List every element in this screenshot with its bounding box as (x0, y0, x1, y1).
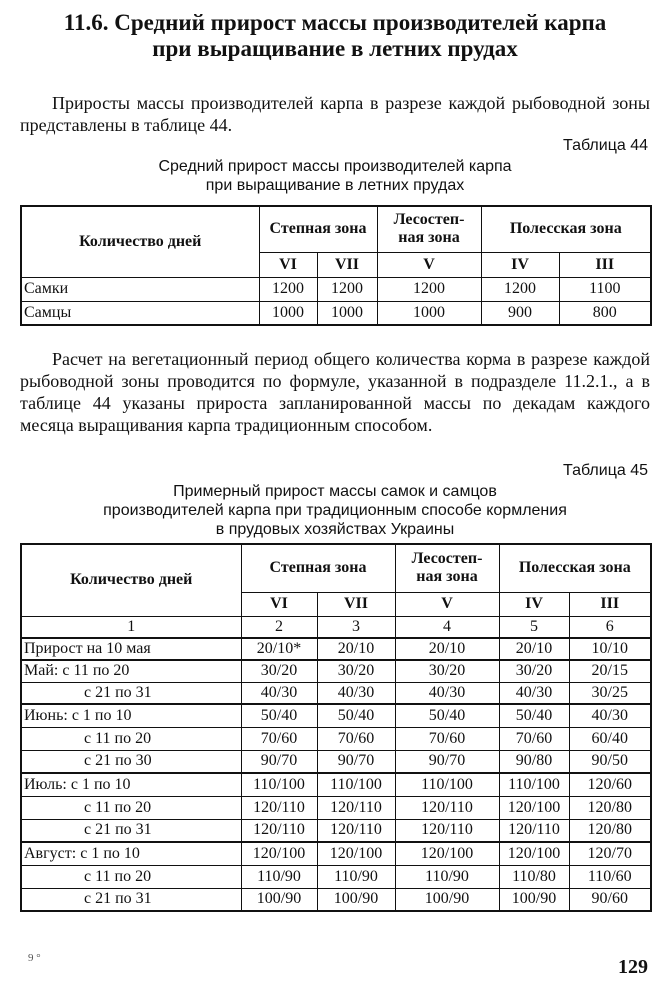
intro-paragraph: Приросты массы производителей карпа в разрезе каждой рыбоводной зоны представлены в таблице 44. (20, 93, 650, 135)
section-heading (20, 10, 650, 62)
col-header-polesie: Полесская зона (481, 206, 651, 252)
cell: 110/100 (241, 773, 317, 796)
col-header-days: Количество дней (21, 206, 259, 277)
page-number: 129 (618, 956, 648, 978)
cell: 50/40 (499, 704, 569, 727)
cell: 120/100 (499, 796, 569, 819)
row-label-text: с 21 по 31 (84, 890, 152, 908)
cell: 20/15 (569, 660, 651, 682)
cell: 120/80 (569, 819, 651, 842)
table-44 (20, 205, 652, 326)
cell: 800 (559, 301, 651, 325)
table-row (21, 727, 651, 750)
cell: 90/80 (499, 750, 569, 773)
cell: 1000 (317, 301, 377, 325)
cell: 90/70 (241, 750, 317, 773)
cell: 120/110 (241, 819, 317, 842)
cell: 110/90 (317, 865, 395, 888)
cell: 40/30 (395, 682, 499, 704)
cell: 60/40 (569, 727, 651, 750)
col-header-days: Количество дней (21, 544, 241, 616)
month-header: VII (317, 592, 395, 616)
row-label (21, 865, 241, 888)
row-label (21, 750, 241, 773)
month-header: V (395, 592, 499, 616)
cell: 90/70 (317, 750, 395, 773)
table-45 (20, 543, 652, 912)
cell: 110/90 (395, 865, 499, 888)
cell: 1000 (377, 301, 481, 325)
cell: 100/90 (499, 888, 569, 911)
cell: 70/60 (241, 727, 317, 750)
col-header-forest-steppe (377, 206, 481, 252)
column-number: 6 (569, 616, 651, 638)
month-header: IV (481, 252, 559, 277)
cell: 120/110 (395, 796, 499, 819)
col-header-forest-steppe (395, 544, 499, 592)
cell: 70/60 (395, 727, 499, 750)
cell: 1100 (559, 277, 651, 301)
row-label: Самки (21, 277, 259, 301)
column-number: 1 (21, 616, 241, 638)
row-label-text: с 11 по 20 (84, 729, 152, 747)
table-row (21, 277, 651, 301)
table-row (21, 704, 651, 727)
cell: 120/110 (395, 819, 499, 842)
table-row (21, 750, 651, 773)
table-row (21, 301, 651, 325)
row-label (21, 888, 241, 911)
column-number: 2 (241, 616, 317, 638)
cell: 70/60 (499, 727, 569, 750)
cell: 120/110 (317, 819, 395, 842)
cell: 120/100 (241, 842, 317, 865)
column-number: 5 (499, 616, 569, 638)
cell: 120/60 (569, 773, 651, 796)
row-label: Прирост на 10 мая (21, 638, 241, 660)
month-header: III (569, 592, 651, 616)
cell: 30/20 (499, 660, 569, 682)
table-row (21, 638, 651, 660)
table-row (21, 682, 651, 704)
cell: 120/100 (317, 842, 395, 865)
table44-caption-line2: при выращивание в летних прудах (205, 177, 465, 194)
table-row (21, 865, 651, 888)
table45-caption-line2: производителей карпа при традиционным способе кормления (103, 502, 567, 519)
table-row (21, 842, 651, 865)
cell: 120/100 (395, 842, 499, 865)
month-header: III (559, 252, 651, 277)
table45-caption-line3: в прудовых хозяйствах Украины (215, 521, 455, 538)
forest-steppe-line1: Лесостеп- (411, 550, 483, 568)
cell: 100/90 (317, 888, 395, 911)
cell: 30/25 (569, 682, 651, 704)
cell: 120/110 (499, 819, 569, 842)
table45-caption (20, 482, 650, 539)
cell: 40/30 (241, 682, 317, 704)
cell: 20/10 (317, 638, 395, 660)
cell: 30/20 (317, 660, 395, 682)
cell: 1000 (259, 301, 317, 325)
table-row (21, 819, 651, 842)
cell: 90/50 (569, 750, 651, 773)
cell: 30/20 (241, 660, 317, 682)
month-header: VII (317, 252, 377, 277)
cell: 50/40 (241, 704, 317, 727)
col-header-steppe: Степная зона (259, 206, 377, 252)
table45-label: Таблица 45 (563, 462, 648, 479)
method-paragraph: Расчет на вегетационный период общего количества корма в разрезе каждой рыбоводной зоны проводится по формуле, указанной в подразделе 11.2.1., а в таблице 44 указаны прироста запланированной массы по декадам каждого месяца выращивания карпа традиционным способом. (20, 349, 650, 435)
cell: 10/10 (569, 638, 651, 660)
table44-label: Таблица 44 (563, 137, 648, 154)
section-heading-line2: при выращивание в летних прудах (152, 36, 518, 61)
row-label: Самцы (21, 301, 259, 325)
cell: 120/80 (569, 796, 651, 819)
cell: 120/70 (569, 842, 651, 865)
table-row (21, 888, 651, 911)
cell: 120/110 (241, 796, 317, 819)
col-header-steppe: Степная зона (241, 544, 395, 592)
forest-steppe-line2: ная зона (398, 229, 460, 247)
cell: 1200 (317, 277, 377, 301)
row-label-text: с 11 по 20 (84, 867, 152, 885)
cell: 1200 (377, 277, 481, 301)
cell: 100/90 (395, 888, 499, 911)
signature-mark: 9 ° (28, 952, 41, 964)
cell: 20/10 (395, 638, 499, 660)
month-header: VI (259, 252, 317, 277)
row-label (21, 682, 241, 704)
cell: 110/60 (569, 865, 651, 888)
cell: 50/40 (317, 704, 395, 727)
section-heading-line1: 11.6. Средний прирост массы производителей карпа (63, 10, 607, 35)
cell: 1200 (481, 277, 559, 301)
row-label: Август: с 1 по 10 (21, 842, 241, 865)
row-label-text: с 11 по 20 (84, 798, 152, 816)
cell: 90/60 (569, 888, 651, 911)
row-label (21, 727, 241, 750)
cell: 40/30 (499, 682, 569, 704)
row-label-text: с 21 по 31 (84, 821, 152, 839)
row-label (21, 796, 241, 819)
cell: 50/40 (395, 704, 499, 727)
cell: 70/60 (317, 727, 395, 750)
cell: 20/10* (241, 638, 317, 660)
column-number: 4 (395, 616, 499, 638)
column-number: 3 (317, 616, 395, 638)
month-header: VI (241, 592, 317, 616)
table-row (21, 773, 651, 796)
cell: 100/90 (241, 888, 317, 911)
cell: 110/80 (499, 865, 569, 888)
cell: 110/100 (395, 773, 499, 796)
cell: 900 (481, 301, 559, 325)
table44-caption (20, 157, 650, 195)
month-header: IV (499, 592, 569, 616)
table-row (21, 796, 651, 819)
row-label: Май: с 11 по 20 (21, 660, 241, 682)
cell: 40/30 (569, 704, 651, 727)
forest-steppe-line1: Лесостеп- (393, 211, 465, 229)
cell: 110/90 (241, 865, 317, 888)
cell: 110/100 (317, 773, 395, 796)
cell: 90/70 (395, 750, 499, 773)
row-label: Июнь: с 1 по 10 (21, 704, 241, 727)
row-label: Июль: с 1 по 10 (21, 773, 241, 796)
column-number-row (21, 616, 651, 638)
row-label-text: с 21 по 31 (84, 683, 152, 701)
forest-steppe-line2: ная зона (416, 568, 478, 586)
cell: 120/110 (317, 796, 395, 819)
cell: 20/10 (499, 638, 569, 660)
cell: 30/20 (395, 660, 499, 682)
cell: 120/100 (499, 842, 569, 865)
table44-caption-line1: Средний прирост массы производителей карпа (158, 158, 512, 175)
col-header-polesie: Полесская зона (499, 544, 651, 592)
cell: 110/100 (499, 773, 569, 796)
cell: 40/30 (317, 682, 395, 704)
row-label (21, 819, 241, 842)
row-label-text: с 21 по 30 (84, 752, 152, 770)
table45-caption-line1: Примерный прирост массы самок и самцов (173, 483, 497, 500)
cell: 1200 (259, 277, 317, 301)
table-row (21, 660, 651, 682)
month-header: V (377, 252, 481, 277)
